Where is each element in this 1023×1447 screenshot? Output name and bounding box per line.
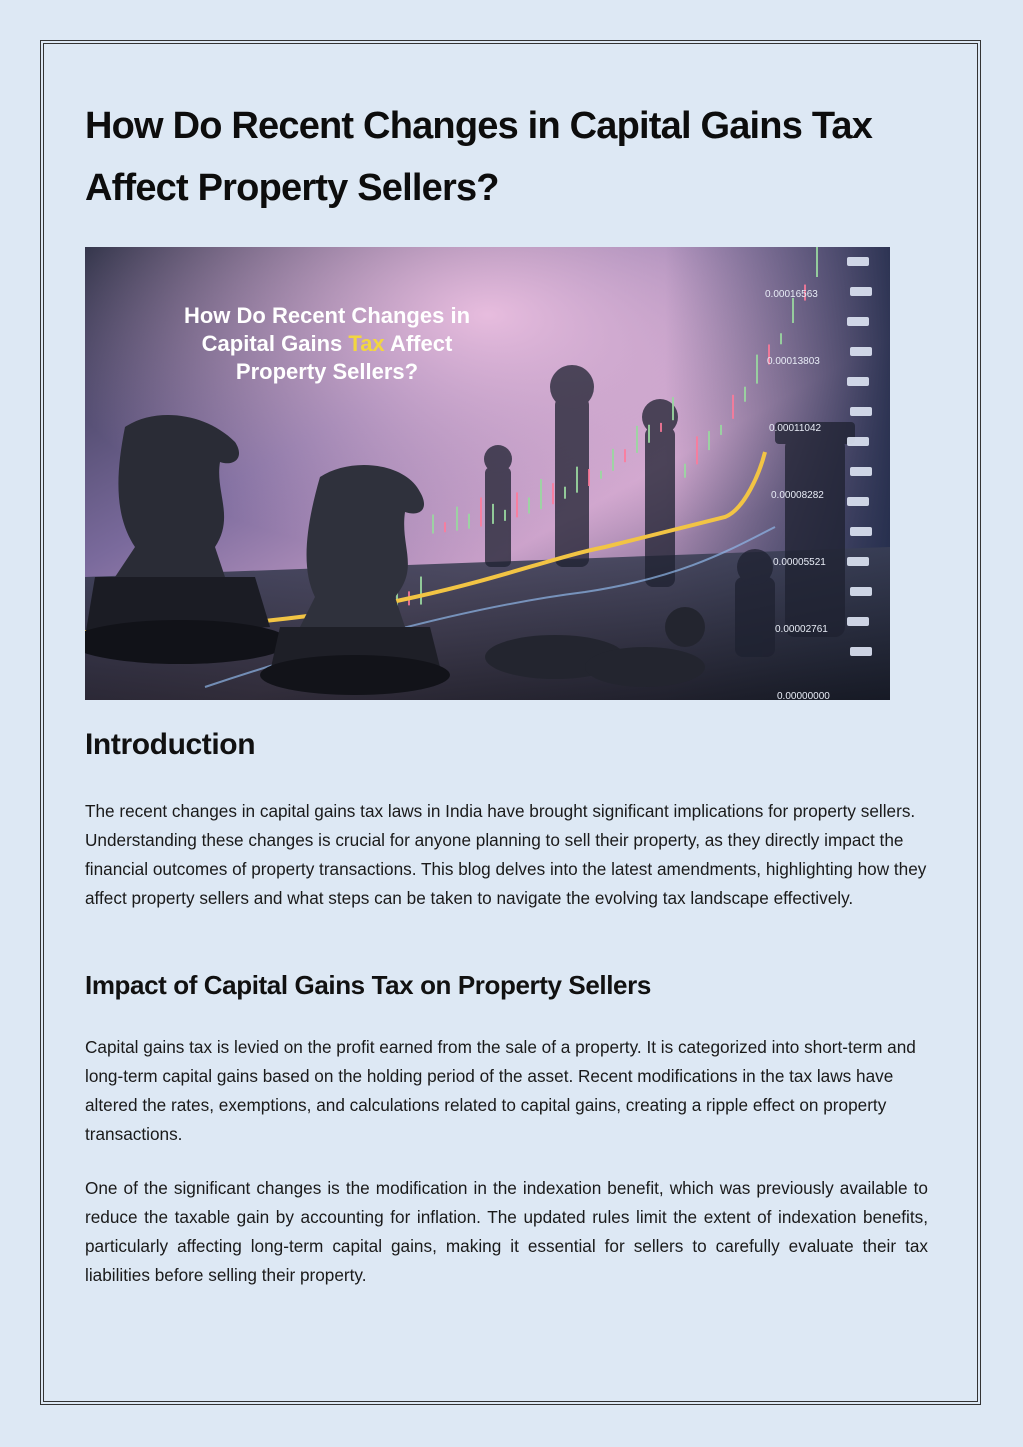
hero-overlay-line3: Property Sellers? bbox=[235, 359, 419, 384]
ticker-row bbox=[850, 647, 872, 656]
ticker-row bbox=[850, 347, 872, 356]
ticker-row bbox=[850, 587, 872, 596]
ticker-row bbox=[847, 257, 869, 266]
ticker-row bbox=[850, 287, 872, 296]
hero-overlay-line1: How Do Recent Changes in bbox=[183, 303, 471, 328]
section-paragraph: The recent changes in capital gains tax laws in India have brought significant implications for property sellers. Understanding these changes is crucial for anyone planning to sell their property, as they directly impact the financial outcomes of property transactions. This blog delves into the latest amendments, highlighting how they affect property sellers and what steps can be taken to navigate the evolving tax landscape effectively. bbox=[85, 801, 927, 908]
section-heading-impact: Impact of Capital Gains Tax on Property Sellers bbox=[85, 970, 651, 1000]
price-label: 0.00002761 bbox=[775, 624, 828, 635]
section-paragraph: Capital gains tax is levied on the profit earned from the sale of a property. It is categorized into short-term and long-term capital gains based on the holding period of the asset. Recent modifications in the tax laws have altered the rates, exemptions, and calculations related to capital gains, creating a ripple effect on property transactions. bbox=[85, 1037, 916, 1144]
hero-overlay-highlight: Tax bbox=[348, 331, 385, 356]
price-label: 0.00000000 bbox=[777, 691, 830, 700]
hero-image bbox=[85, 247, 890, 700]
section-paragraph: One of the significant changes is the modification in the indexation benefit, which was previously available to reduce the taxable gain by accounting for inflation. The updated rules limit the extent of indexation benefits, particularly affecting long-term capital gains, making it essential for sellers to carefully evaluate their tax liabilities before selling their property. bbox=[85, 1178, 928, 1285]
article-title: How Do Recent Changes in Capital Gains Tax Affect Property Sellers? bbox=[85, 105, 873, 209]
ticker-row bbox=[847, 497, 869, 506]
price-label: 0.00005521 bbox=[773, 557, 826, 568]
hero-illustration bbox=[85, 247, 890, 700]
price-label: 0.00016563 bbox=[765, 289, 818, 300]
ticker-row bbox=[847, 377, 869, 386]
ticker-row bbox=[847, 317, 869, 326]
section-heading-introduction: Introduction bbox=[85, 728, 256, 761]
ticker-row bbox=[847, 557, 869, 566]
price-label: 0.00013803 bbox=[767, 356, 820, 367]
ticker-row bbox=[847, 617, 869, 626]
article-header bbox=[85, 95, 928, 219]
ticker-row bbox=[850, 407, 872, 416]
ticker-row bbox=[850, 467, 872, 476]
ticker-row bbox=[847, 437, 869, 446]
price-label: 0.00008282 bbox=[771, 490, 824, 501]
price-label: 0.00011042 bbox=[769, 423, 822, 434]
ticker-row bbox=[850, 527, 872, 536]
hero-overlay-line2: Capital Gains Tax Affect bbox=[201, 331, 453, 356]
